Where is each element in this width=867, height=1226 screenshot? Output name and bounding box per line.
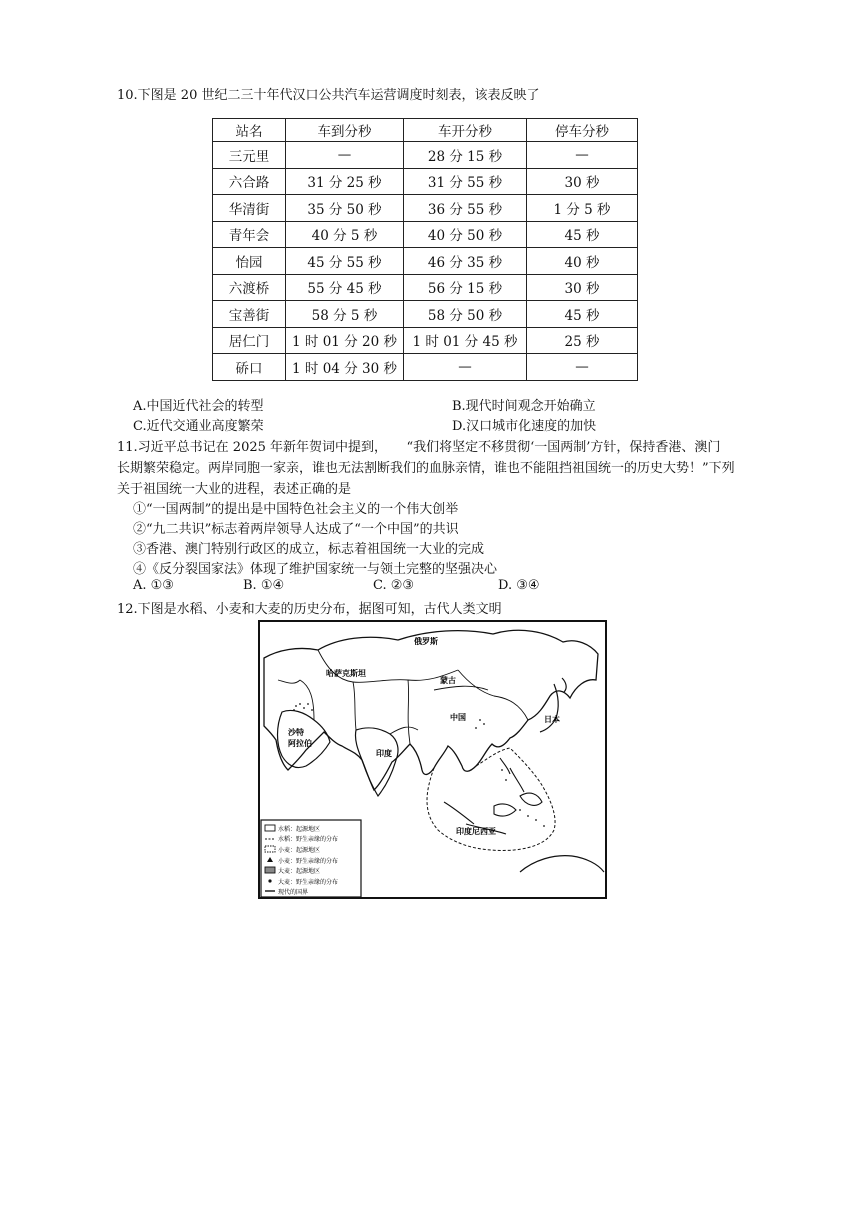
table-cell: 怡园 [213,248,286,275]
table-cell: 硚口 [213,354,286,381]
table-cell: — [404,354,527,381]
table-cell: 1 时 01 分 20 秒 [286,327,404,354]
table-cell: — [527,142,638,169]
table-row [213,354,638,381]
table-cell: 36 分 55 秒 [404,195,527,222]
label-saudi-2: 阿拉伯 [288,738,312,748]
q10-option-d[interactable]: D.汉口城市化速度的加快 [452,419,597,434]
table-row [213,195,638,222]
table-cell: 居仁门 [213,327,286,354]
table-cell: 40 秒 [527,248,638,275]
bus-schedule-table [212,118,638,381]
table-cell: 46 分 35 秒 [404,248,527,275]
q11-option-c[interactable]: C. ②③ [373,578,415,593]
table-cell: 30 秒 [527,274,638,301]
label-japan: 日本 [544,714,560,724]
table-row [213,274,638,301]
table-header-row [213,119,638,142]
label-china: 中国 [450,712,466,722]
table-row [213,142,638,169]
label-india: 印度 [376,748,392,758]
q11-option-b[interactable]: B. ①④ [243,578,285,593]
table-row [213,168,638,195]
legend-item: 小麦：野生亲缘的分布 [278,858,339,865]
table-cell: 58 分 50 秒 [404,301,527,328]
table-cell: 1 分 5 秒 [527,195,638,222]
q11-stem-line3: 关于祖国统一大业的进程，表述正确的是 [117,482,352,497]
table-cell: 45 分 55 秒 [286,248,404,275]
table-cell: 31 分 55 秒 [404,168,527,195]
table-cell: 56 分 15 秒 [404,274,527,301]
table-cell: 58 分 5 秒 [286,301,404,328]
table-cell: 45 秒 [527,221,638,248]
legend-item: 水稻：起源地区 [278,826,321,833]
table-cell: 青年会 [213,221,286,248]
label-mongolia: 蒙古 [440,675,456,685]
table-cell: 31 分 25 秒 [286,168,404,195]
q10-option-b[interactable]: B.现代时间观念开始确立 [452,399,596,414]
q11-stem-line1: 11.习近平总书记在 2025 年新年贺词中提到， “我们将坚定不移贯彻‘一国两制’方针，保持香港、澳门 [117,440,721,455]
col-header-stop: 停车分秒 [527,119,638,142]
legend-barley-origin-swatch [265,867,275,873]
table-cell: 25 秒 [527,327,638,354]
table-cell: 35 分 50 秒 [286,195,404,222]
table-row [213,301,638,328]
table-cell: 1 时 01 分 45 秒 [404,327,527,354]
crop-distribution-map [258,620,607,899]
q11-item-1: ①“一国两制”的提出是中国特色社会主义的一个伟大创举 [133,502,459,517]
q11-option-a[interactable]: A. ①③ [133,578,174,593]
legend-item: 大麦：起源地区 [278,868,321,875]
q11-item-2: ②“九二共识”标志着两岸领导人达成了“一个中国”的共识 [133,522,459,537]
legend-item: 水稻：野生亲缘的分布 [278,836,339,843]
q10-option-c[interactable]: C.近代交通业高度繁荣 [133,419,264,434]
table-cell: 40 分 5 秒 [286,221,404,248]
table-cell: 三元里 [213,142,286,169]
table-cell: 55 分 45 秒 [286,274,404,301]
table-cell: — [286,142,404,169]
legend-barley-wild-swatch [268,879,271,882]
table-row [213,221,638,248]
label-saudi-1: 沙特 [288,727,304,737]
q11-stem-line2: 长期繁荣稳定。两岸同胞一家亲，谁也无法割断我们的血脉亲情，谁也不能阻挡祖国统一的历史大势！”下列 [117,461,735,476]
table-cell: 六合路 [213,168,286,195]
q10-option-a[interactable]: A.中国近代社会的转型 [133,399,264,414]
q12-stem: 12.下图是水稻、小麦和大麦的历史分布，据图可知，古代人类文明 [117,602,502,617]
table-cell: 45 秒 [527,301,638,328]
legend-item: 小麦：起源地区 [278,847,321,854]
table-cell: 华清街 [213,195,286,222]
table-cell: 1 时 04 分 30 秒 [286,354,404,381]
q10-stem: 10.下图是 20 世纪二三十年代汉口公共汽车运营调度时刻表，该表反映了 [117,88,540,103]
label-kazakhstan: 哈萨克斯坦 [326,668,366,678]
table-cell: 30 秒 [527,168,638,195]
table-row [213,248,638,275]
table-cell: 宝善街 [213,301,286,328]
table-cell: 28 分 15 秒 [404,142,527,169]
label-indonesia: 印度尼西亚 [456,826,496,836]
table-row [213,327,638,354]
table-cell: — [527,354,638,381]
col-header-arrive: 车到分秒 [286,119,404,142]
q11-option-d[interactable]: D. ③④ [498,578,540,593]
table-cell: 40 分 50 秒 [404,221,527,248]
q11-item-4: ④《反分裂国家法》体现了维护国家统一与领土完整的坚强决心 [133,562,498,577]
col-header-station: 站名 [213,119,286,142]
table-cell: 六渡桥 [213,274,286,301]
map-legend [261,820,361,897]
legend-item: 大麦：野生亲缘的分布 [278,879,339,886]
col-header-depart: 车开分秒 [404,119,527,142]
label-russia: 俄罗斯 [414,636,438,646]
legend-item: 现代的国界 [278,889,309,896]
q11-item-3: ③香港、澳门特别行政区的成立，标志着祖国统一大业的完成 [133,542,485,557]
